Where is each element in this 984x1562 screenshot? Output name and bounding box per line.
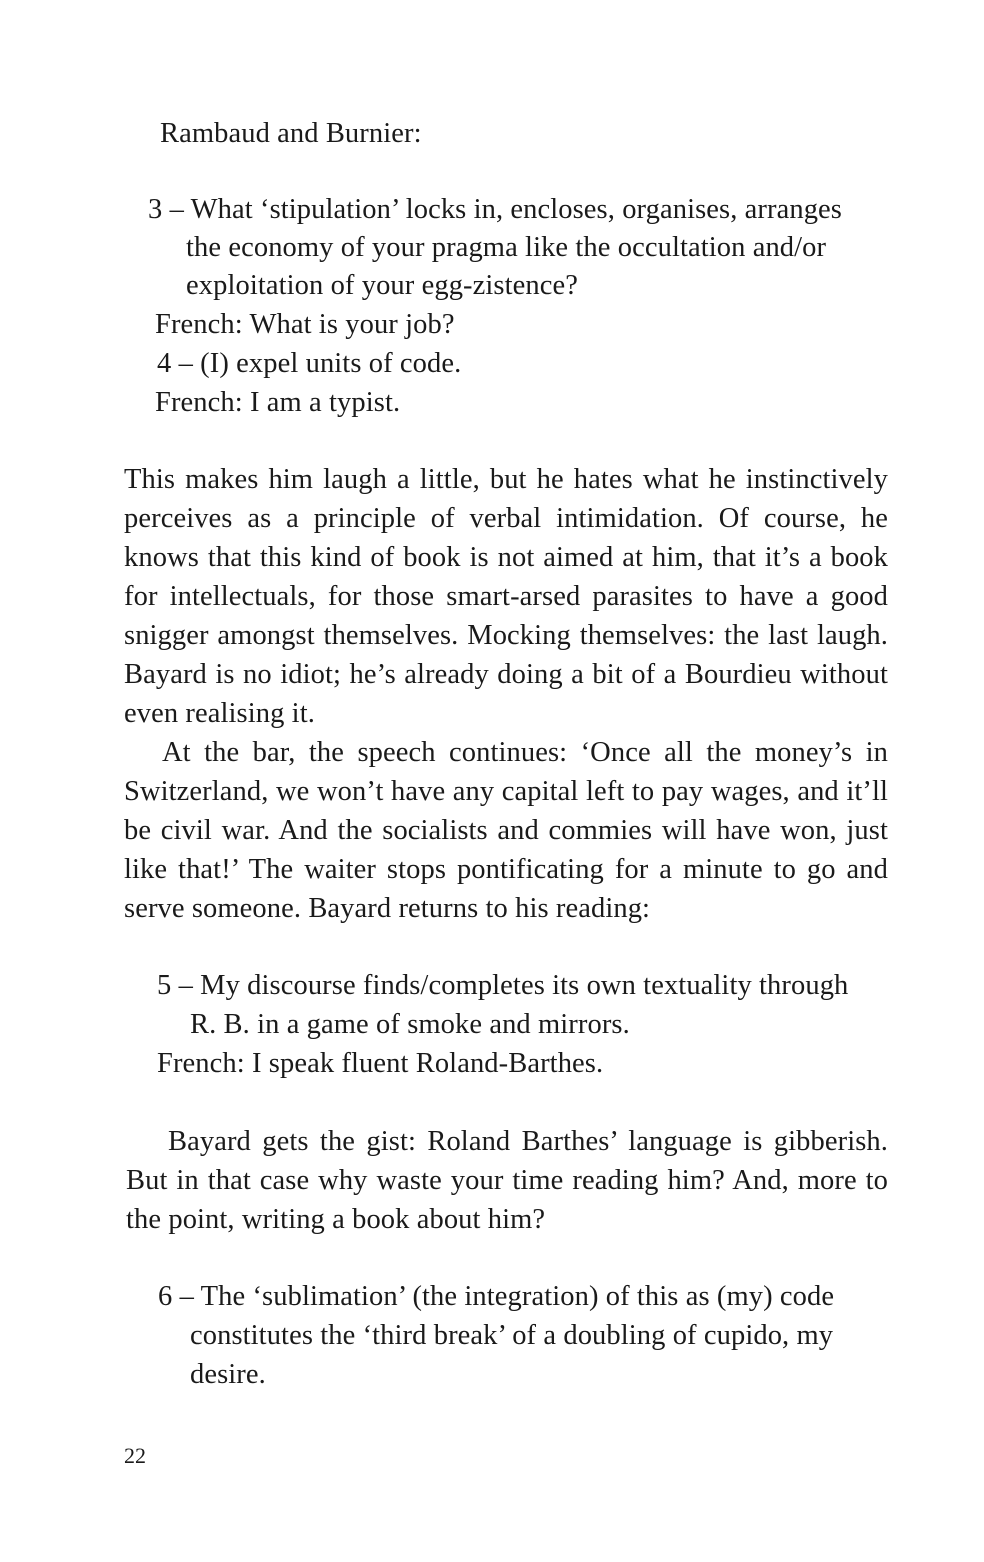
- item-3-line-1: 3 – What ‘stipulation’ locks in, encloses, organises, arranges: [148, 194, 842, 225]
- item-3-line-3: exploitation of your egg-zistence?: [186, 270, 578, 301]
- para-2-line-1: At the bar, the speech continues: ‘Once all the money’s in: [162, 737, 888, 768]
- item-5-line-1: 5 – My discourse finds/completes its own textuality through: [157, 970, 849, 1001]
- item-3-line-2: the economy of your pragma like the occultation and/or: [186, 232, 827, 263]
- para-1-line-4: for intellectuals, for those smart-arsed parasites to have a good: [124, 581, 888, 612]
- quote-intro: Rambaud and Burnier:: [160, 118, 422, 149]
- page-number: 22: [124, 1443, 146, 1468]
- para-3-line-2: But in that case why waste your time reading him? And, more to: [126, 1165, 888, 1196]
- para-1-line-7: even realising it.: [124, 698, 315, 729]
- item-4-french: French: I am a typist.: [155, 387, 401, 418]
- para-3-line-3: the point, writing a book about him?: [126, 1204, 546, 1235]
- item-3-french: French: What is your job?: [155, 309, 455, 340]
- para-1-line-3: knows that this kind of book is not aimed at him, that it’s a book: [124, 542, 888, 573]
- item-6-line-3: desire.: [190, 1359, 266, 1390]
- item-5-french: French: I speak fluent Roland-Barthes.: [157, 1048, 604, 1079]
- item-4-line-1: 4 – (I) expel units of code.: [157, 348, 462, 379]
- item-6-line-2: constitutes the ‘third break’ of a doubling of cupido, my: [190, 1320, 834, 1351]
- para-2-line-4: like that!’ The waiter stops pontificating for a minute to go and: [124, 854, 888, 885]
- para-1-line-1: This makes him laugh a little, but he hates what he instinctively: [124, 464, 888, 495]
- item-6-line-1: 6 – The ‘sublimation’ (the integration) of this as (my) code: [158, 1281, 835, 1312]
- para-2-line-2: Switzerland, we won’t have any capital left to pay wages, and it’ll: [124, 776, 888, 807]
- para-1-line-5: snigger amongst themselves. Mocking themselves: the last laugh.: [124, 620, 888, 651]
- item-5-line-2: R. B. in a game of smoke and mirrors.: [190, 1009, 630, 1040]
- para-3-line-1: Bayard gets the gist: Roland Barthes’ language is gibberish.: [168, 1126, 888, 1157]
- para-2-line-3: be civil war. And the socialists and commies will have won, just: [124, 815, 888, 846]
- para-1-line-6: Bayard is no idiot; he’s already doing a bit of a Bourdieu without: [124, 659, 888, 690]
- para-2-line-5: serve someone. Bayard returns to his reading:: [124, 893, 651, 924]
- para-1-line-2: perceives as a principle of verbal intimidation. Of course, he: [124, 503, 888, 534]
